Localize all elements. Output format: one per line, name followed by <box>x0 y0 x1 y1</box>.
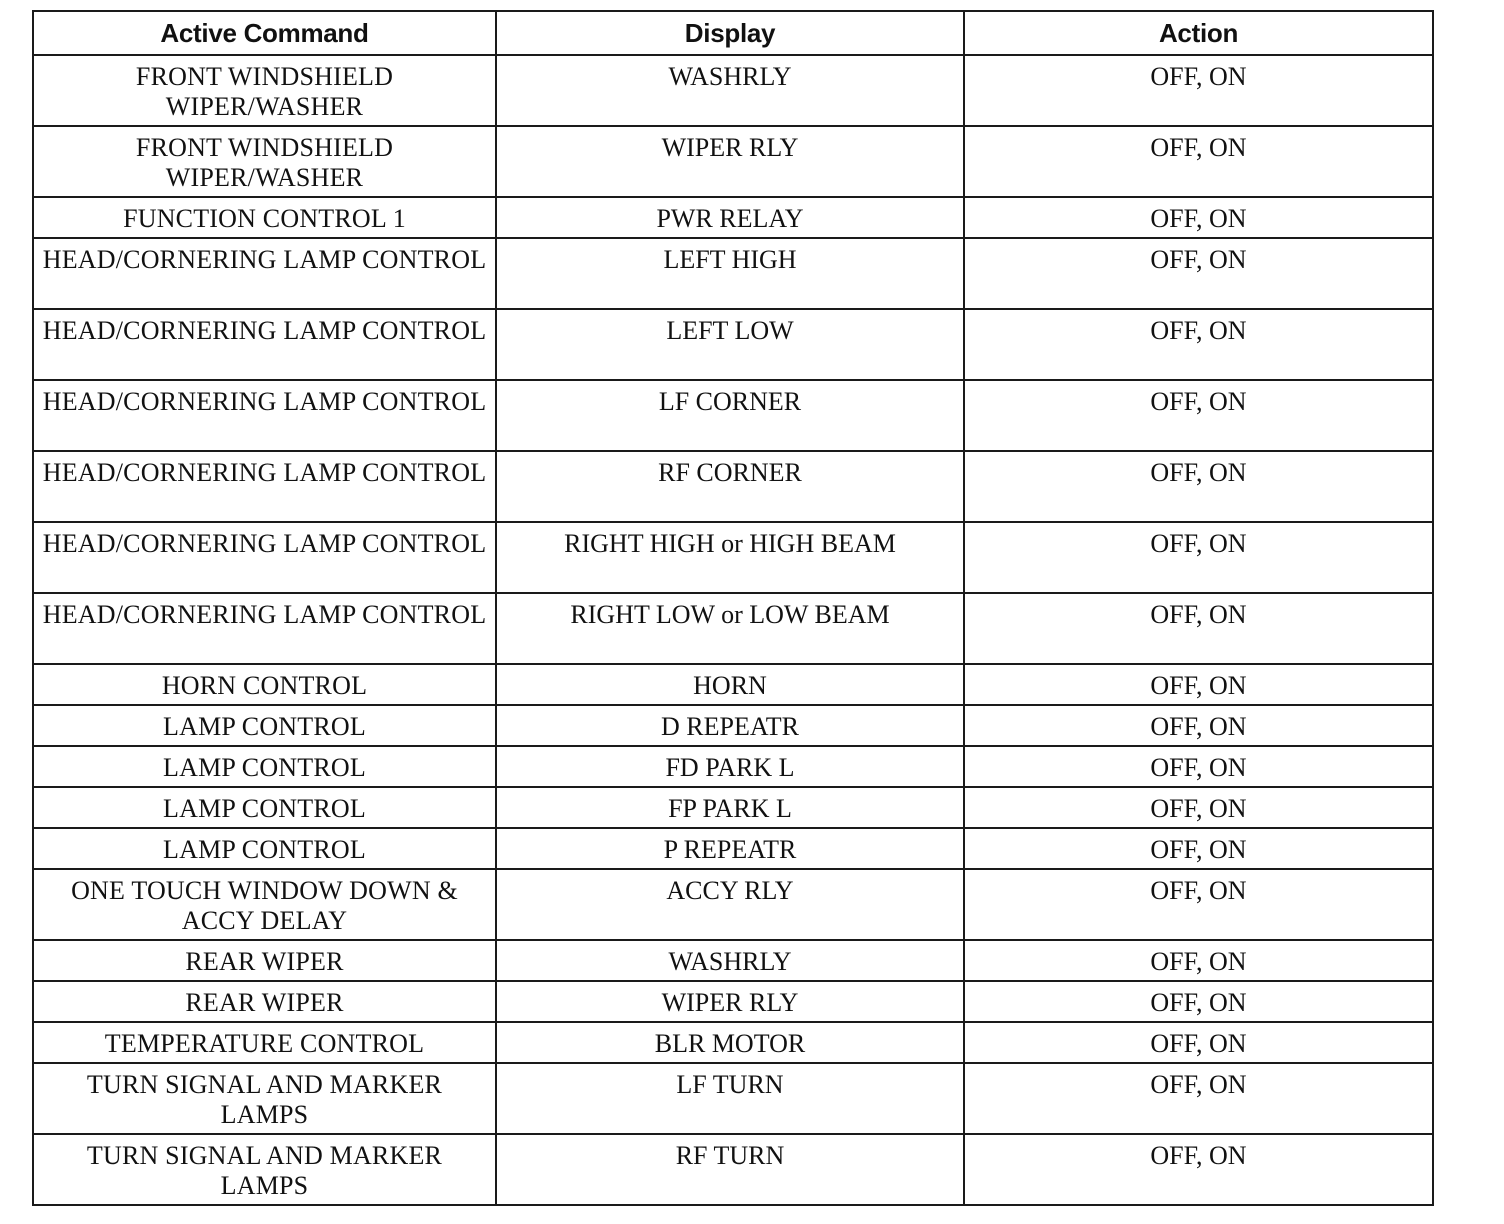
table-row <box>33 981 1433 1022</box>
cell-active-command: HORN CONTROL <box>33 664 496 705</box>
cell-active-command: LAMP CONTROL <box>33 746 496 787</box>
cell-active-command: FRONT WINDSHIELD WIPER/WASHER <box>33 55 496 126</box>
cell-display: P REPEATR <box>496 828 964 869</box>
cell-action: OFF, ON <box>964 126 1433 197</box>
table-row <box>33 238 1433 309</box>
cell-display: LEFT LOW <box>496 309 964 380</box>
cell-active-command: HEAD/CORNERING LAMP CONTROL <box>33 309 496 380</box>
cell-display: RIGHT LOW or LOW BEAM <box>496 593 964 664</box>
active-command-table <box>32 10 1434 1206</box>
table-row <box>33 1063 1433 1134</box>
table-row <box>33 593 1433 664</box>
cell-action: OFF, ON <box>964 380 1433 451</box>
cell-action: OFF, ON <box>964 705 1433 746</box>
cell-active-command: TEMPERATURE CONTROL <box>33 1022 496 1063</box>
cell-action: OFF, ON <box>964 1063 1433 1134</box>
cell-active-command: REAR WIPER <box>33 981 496 1022</box>
cell-action: OFF, ON <box>964 197 1433 238</box>
header-active-command: Active Command <box>33 11 496 55</box>
cell-display: LEFT HIGH <box>496 238 964 309</box>
table-row <box>33 197 1433 238</box>
cell-action: OFF, ON <box>964 981 1433 1022</box>
cell-active-command: HEAD/CORNERING LAMP CONTROL <box>33 522 496 593</box>
cell-display: WIPER RLY <box>496 981 964 1022</box>
cell-action: OFF, ON <box>964 593 1433 664</box>
cell-action: OFF, ON <box>964 309 1433 380</box>
cell-active-command: HEAD/CORNERING LAMP CONTROL <box>33 238 496 309</box>
table-row <box>33 787 1433 828</box>
table-row <box>33 1022 1433 1063</box>
cell-display: D REPEATR <box>496 705 964 746</box>
cell-action: OFF, ON <box>964 869 1433 940</box>
cell-action: OFF, ON <box>964 522 1433 593</box>
cell-display: HORN <box>496 664 964 705</box>
cell-display: RIGHT HIGH or HIGH BEAM <box>496 522 964 593</box>
cell-active-command: LAMP CONTROL <box>33 787 496 828</box>
cell-action: OFF, ON <box>964 787 1433 828</box>
cell-action: OFF, ON <box>964 1022 1433 1063</box>
cell-active-command: LAMP CONTROL <box>33 828 496 869</box>
cell-active-command: HEAD/CORNERING LAMP CONTROL <box>33 380 496 451</box>
table-header-row <box>33 11 1433 55</box>
table-row <box>33 869 1433 940</box>
cell-active-command: ONE TOUCH WINDOW DOWN & ACCY DELAY <box>33 869 496 940</box>
cell-display: ACCY RLY <box>496 869 964 940</box>
table-row <box>33 309 1433 380</box>
cell-active-command: HEAD/CORNERING LAMP CONTROL <box>33 593 496 664</box>
table-row <box>33 746 1433 787</box>
table-row <box>33 126 1433 197</box>
header-action: Action <box>964 11 1433 55</box>
table-row <box>33 522 1433 593</box>
active-command-table-container <box>32 10 1432 1206</box>
cell-action: OFF, ON <box>964 940 1433 981</box>
cell-action: OFF, ON <box>964 238 1433 309</box>
cell-action: OFF, ON <box>964 1134 1433 1205</box>
header-display: Display <box>496 11 964 55</box>
table-row <box>33 705 1433 746</box>
cell-action: OFF, ON <box>964 746 1433 787</box>
cell-action: OFF, ON <box>964 828 1433 869</box>
cell-active-command: TURN SIGNAL AND MARKER LAMPS <box>33 1063 496 1134</box>
table-row <box>33 1134 1433 1205</box>
cell-display: FP PARK L <box>496 787 964 828</box>
cell-display: RF TURN <box>496 1134 964 1205</box>
cell-display: WASHRLY <box>496 55 964 126</box>
cell-active-command: REAR WIPER <box>33 940 496 981</box>
cell-active-command: TURN SIGNAL AND MARKER LAMPS <box>33 1134 496 1205</box>
cell-action: OFF, ON <box>964 55 1433 126</box>
cell-display: LF TURN <box>496 1063 964 1134</box>
cell-display: PWR RELAY <box>496 197 964 238</box>
table-row <box>33 380 1433 451</box>
cell-active-command: FRONT WINDSHIELD WIPER/WASHER <box>33 126 496 197</box>
cell-action: OFF, ON <box>964 664 1433 705</box>
cell-display: WIPER RLY <box>496 126 964 197</box>
cell-display: RF CORNER <box>496 451 964 522</box>
cell-display: BLR MOTOR <box>496 1022 964 1063</box>
table-row <box>33 828 1433 869</box>
cell-action: OFF, ON <box>964 451 1433 522</box>
cell-active-command: FUNCTION CONTROL 1 <box>33 197 496 238</box>
cell-active-command: LAMP CONTROL <box>33 705 496 746</box>
cell-active-command: HEAD/CORNERING LAMP CONTROL <box>33 451 496 522</box>
table-row <box>33 55 1433 126</box>
table-row <box>33 451 1433 522</box>
cell-display: LF CORNER <box>496 380 964 451</box>
cell-display: WASHRLY <box>496 940 964 981</box>
table-row <box>33 664 1433 705</box>
table-row <box>33 940 1433 981</box>
cell-display: FD PARK L <box>496 746 964 787</box>
